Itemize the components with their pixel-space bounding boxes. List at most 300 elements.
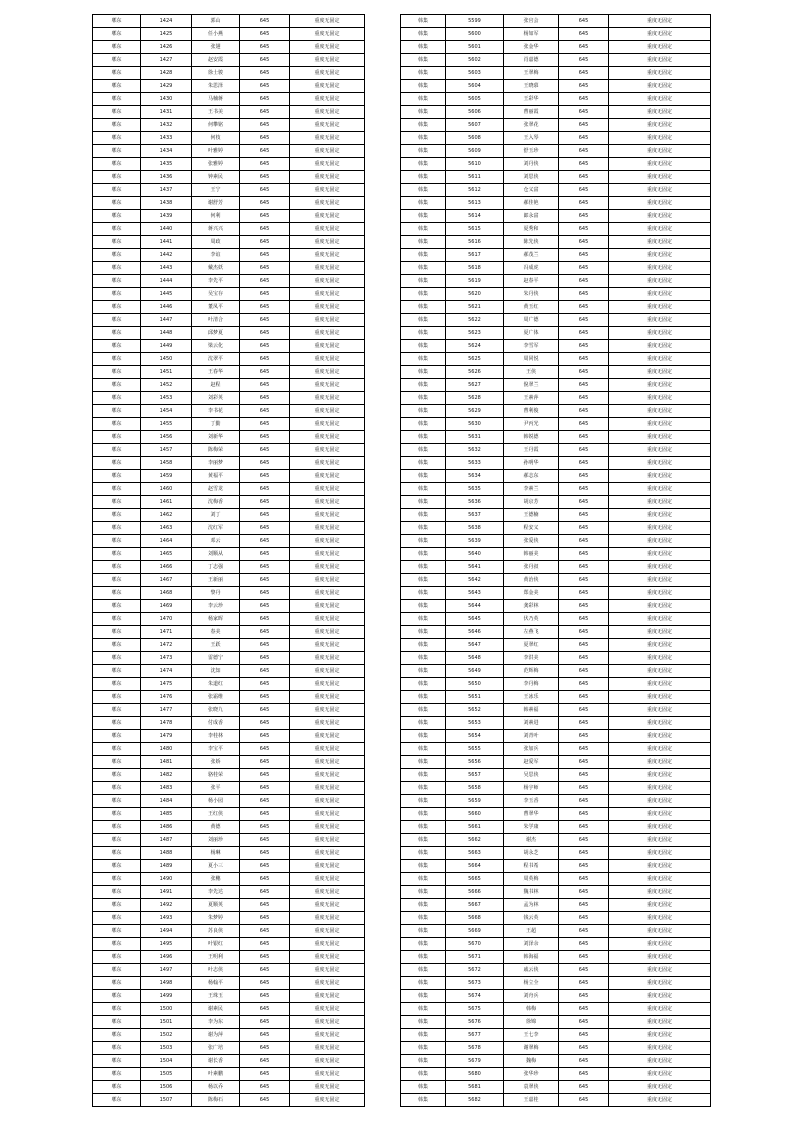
name-cell: 郝志东: [504, 470, 559, 483]
district-cell: 郫东: [93, 522, 141, 535]
status-cell: 重度无固定: [609, 600, 711, 613]
district-cell: 郫东: [93, 873, 141, 886]
id-cell: 5680: [446, 1068, 504, 1081]
table-row: [401, 587, 711, 600]
district-cell: 韩集: [401, 379, 446, 392]
table-row: [93, 587, 365, 600]
id-cell: 1428: [141, 67, 192, 80]
score-cell: 645: [240, 964, 290, 977]
score-cell: 645: [559, 314, 609, 327]
name-cell: 周同悦: [504, 353, 559, 366]
status-cell: 重度无固定: [290, 977, 365, 990]
status-cell: 重度无固定: [609, 54, 711, 67]
table-row: [401, 145, 711, 158]
district-cell: 韩集: [401, 574, 446, 587]
name-cell: 胡永芝: [504, 847, 559, 860]
name-cell: 韩梅: [504, 1003, 559, 1016]
table-row: [401, 132, 711, 145]
id-cell: 5661: [446, 821, 504, 834]
id-cell: 1458: [141, 457, 192, 470]
table-row: [401, 340, 711, 353]
district-cell: 韩集: [401, 639, 446, 652]
id-cell: 1456: [141, 431, 192, 444]
status-cell: 重度无固定: [290, 1029, 365, 1042]
district-cell: 韩集: [401, 236, 446, 249]
name-cell: 赵程: [192, 379, 240, 392]
score-cell: 645: [240, 106, 290, 119]
status-cell: 重度无固定: [290, 353, 365, 366]
name-cell: 韩海福: [504, 951, 559, 964]
table-row: [93, 730, 365, 743]
status-cell: 重度无固定: [290, 80, 365, 93]
status-cell: 重度无固定: [290, 756, 365, 769]
id-cell: 5666: [446, 886, 504, 899]
name-cell: 谢为萍: [192, 1029, 240, 1042]
score-cell: 645: [559, 431, 609, 444]
district-cell: 韩集: [401, 977, 446, 990]
district-cell: 郫东: [93, 821, 141, 834]
name-cell: 夏小三: [192, 860, 240, 873]
district-cell: 郫东: [93, 353, 141, 366]
id-cell: 5600: [446, 28, 504, 41]
district-cell: 郫东: [93, 899, 141, 912]
id-cell: 5630: [446, 418, 504, 431]
status-cell: 重度无固定: [290, 171, 365, 184]
score-cell: 645: [240, 990, 290, 1003]
score-cell: 645: [240, 171, 290, 184]
name-cell: 张华珍: [504, 1068, 559, 1081]
status-cell: 重度无固定: [609, 509, 711, 522]
status-cell: 重度无固定: [609, 496, 711, 509]
district-cell: 韩集: [401, 678, 446, 691]
name-cell: 刘丽珍: [192, 834, 240, 847]
score-cell: 645: [240, 275, 290, 288]
score-cell: 645: [240, 470, 290, 483]
id-cell: 5628: [446, 392, 504, 405]
id-cell: 5633: [446, 457, 504, 470]
status-cell: 重度无固定: [609, 886, 711, 899]
table-row: [93, 444, 365, 457]
score-cell: 645: [240, 28, 290, 41]
table-row: [401, 171, 711, 184]
district-cell: 郫东: [93, 860, 141, 873]
id-cell: 5644: [446, 600, 504, 613]
district-cell: 韩集: [401, 691, 446, 704]
table-row: [93, 106, 365, 119]
district-cell: 郫东: [93, 249, 141, 262]
name-cell: 张丹叔: [504, 561, 559, 574]
name-cell: 王春华: [192, 366, 240, 379]
district-cell: 郫东: [93, 262, 141, 275]
name-cell: 张加兵: [504, 743, 559, 756]
district-cell: 韩集: [401, 1029, 446, 1042]
status-cell: 重度无固定: [609, 119, 711, 132]
name-cell: 张霜维: [192, 691, 240, 704]
score-cell: 645: [240, 782, 290, 795]
table-row: [401, 522, 711, 535]
table-row: [93, 54, 365, 67]
id-cell: 5629: [446, 405, 504, 418]
score-cell: 645: [559, 886, 609, 899]
id-cell: 5640: [446, 548, 504, 561]
id-cell: 5635: [446, 483, 504, 496]
status-cell: 重度无固定: [609, 665, 711, 678]
name-cell: 程安义: [504, 522, 559, 535]
id-cell: 1438: [141, 197, 192, 210]
id-cell: 1472: [141, 639, 192, 652]
table-row: [93, 483, 365, 496]
status-cell: 重度无固定: [290, 600, 365, 613]
score-cell: 645: [559, 132, 609, 145]
score-cell: 645: [240, 379, 290, 392]
id-cell: 5652: [446, 704, 504, 717]
table-row: [93, 223, 365, 236]
name-cell: 蒋兴兴: [192, 223, 240, 236]
table-row: [93, 1029, 365, 1042]
score-cell: 645: [240, 1016, 290, 1029]
table-row: [93, 509, 365, 522]
table-row: [93, 15, 365, 28]
table-row: [401, 951, 711, 964]
score-cell: 645: [559, 574, 609, 587]
status-cell: 重度无固定: [290, 509, 365, 522]
district-cell: 韩集: [401, 1016, 446, 1029]
name-cell: 沈翠平: [192, 353, 240, 366]
table-row: [93, 327, 365, 340]
table-row: [401, 119, 711, 132]
id-cell: 1474: [141, 665, 192, 678]
name-cell: 何枝: [192, 132, 240, 145]
id-cell: 1454: [141, 405, 192, 418]
name-cell: 周广德: [504, 314, 559, 327]
id-cell: 5667: [446, 899, 504, 912]
id-cell: 1475: [141, 678, 192, 691]
table-row: [93, 964, 365, 977]
table-row: [401, 912, 711, 925]
district-cell: 郫东: [93, 132, 141, 145]
status-cell: 重度无固定: [290, 821, 365, 834]
table-row: [401, 249, 711, 262]
status-cell: 重度无固定: [609, 977, 711, 990]
table-row: [401, 665, 711, 678]
status-cell: 重度无固定: [609, 379, 711, 392]
name-cell: 朱学康: [504, 821, 559, 834]
status-cell: 重度无固定: [609, 1081, 711, 1094]
district-cell: 韩集: [401, 756, 446, 769]
status-cell: 重度无固定: [290, 1094, 365, 1107]
id-cell: 1487: [141, 834, 192, 847]
id-cell: 5646: [446, 626, 504, 639]
score-cell: 645: [240, 54, 290, 67]
score-cell: 645: [559, 535, 609, 548]
status-cell: 重度无固定: [609, 301, 711, 314]
score-cell: 645: [559, 860, 609, 873]
name-cell: 邓云: [192, 535, 240, 548]
name-cell: 王超: [504, 925, 559, 938]
table-row: [93, 535, 365, 548]
table-row: [93, 795, 365, 808]
status-cell: 重度无固定: [609, 938, 711, 951]
table-row: [93, 210, 365, 223]
id-cell: 5660: [446, 808, 504, 821]
id-cell: 1443: [141, 262, 192, 275]
district-cell: 韩集: [401, 197, 446, 210]
score-cell: 645: [240, 535, 290, 548]
district-cell: 郫东: [93, 626, 141, 639]
district-cell: 韩集: [401, 54, 446, 67]
score-cell: 645: [559, 756, 609, 769]
district-cell: 郫东: [93, 470, 141, 483]
id-cell: 5662: [446, 834, 504, 847]
table-row: [93, 28, 365, 41]
district-cell: 郫东: [93, 392, 141, 405]
id-cell: 5621: [446, 301, 504, 314]
table-row: [401, 795, 711, 808]
score-cell: 645: [559, 691, 609, 704]
id-cell: 1424: [141, 15, 192, 28]
status-cell: 重度无固定: [609, 418, 711, 431]
district-cell: 韩集: [401, 431, 446, 444]
status-cell: 重度无固定: [290, 691, 365, 704]
table-row: [93, 67, 365, 80]
table-row: [401, 184, 711, 197]
status-cell: 重度无固定: [609, 535, 711, 548]
table-row: [93, 821, 365, 834]
name-cell: 杨以乔: [192, 1081, 240, 1094]
id-cell: 1507: [141, 1094, 192, 1107]
id-cell: 1489: [141, 860, 192, 873]
score-cell: 645: [559, 1016, 609, 1029]
name-cell: 张雅婷: [192, 158, 240, 171]
score-cell: 645: [559, 665, 609, 678]
id-cell: 5663: [446, 847, 504, 860]
id-cell: 5624: [446, 340, 504, 353]
table-row: [401, 327, 711, 340]
id-cell: 1469: [141, 600, 192, 613]
table-row: [401, 899, 711, 912]
table-row: [401, 80, 711, 93]
name-cell: 杨琳: [192, 847, 240, 860]
district-cell: 韩集: [401, 912, 446, 925]
score-cell: 645: [240, 899, 290, 912]
id-cell: 5674: [446, 990, 504, 1003]
name-cell: 韩丽美: [504, 548, 559, 561]
status-cell: 重度无固定: [290, 145, 365, 158]
district-cell: 郫东: [93, 418, 141, 431]
name-cell: 黄德: [192, 821, 240, 834]
id-cell: 5617: [446, 249, 504, 262]
status-cell: 重度无固定: [290, 665, 365, 678]
name-cell: 孙明华: [504, 457, 559, 470]
table-row: [401, 964, 711, 977]
score-cell: 645: [240, 301, 290, 314]
id-cell: 1499: [141, 990, 192, 1003]
table-row: [401, 457, 711, 470]
id-cell: 5609: [446, 145, 504, 158]
status-cell: 重度无固定: [290, 418, 365, 431]
name-cell: 吴思侠: [504, 769, 559, 782]
district-cell: 韩集: [401, 457, 446, 470]
id-cell: 5601: [446, 41, 504, 54]
table-row: [401, 743, 711, 756]
id-cell: 1492: [141, 899, 192, 912]
table-row: [401, 28, 711, 41]
district-cell: 郫东: [93, 145, 141, 158]
score-cell: 645: [240, 730, 290, 743]
name-cell: 周英梅: [504, 873, 559, 886]
name-cell: 张平: [192, 782, 240, 795]
district-cell: 韩集: [401, 340, 446, 353]
score-cell: 645: [559, 249, 609, 262]
status-cell: 重度无固定: [290, 782, 365, 795]
district-cell: 韩集: [401, 535, 446, 548]
district-cell: 韩集: [401, 860, 446, 873]
table-row: [93, 782, 365, 795]
name-cell: 王德楠: [504, 509, 559, 522]
district-cell: 郫东: [93, 730, 141, 743]
status-cell: 重度无固定: [609, 1003, 711, 1016]
score-cell: 645: [559, 275, 609, 288]
name-cell: 张晓九: [192, 704, 240, 717]
table-row: [93, 704, 365, 717]
id-cell: 1491: [141, 886, 192, 899]
name-cell: 李洪美: [504, 652, 559, 665]
table-row: [93, 41, 365, 54]
status-cell: 重度无固定: [609, 28, 711, 41]
id-cell: 1481: [141, 756, 192, 769]
district-cell: 郫东: [93, 782, 141, 795]
id-cell: 1437: [141, 184, 192, 197]
name-cell: 肖嘉德: [504, 54, 559, 67]
status-cell: 重度无固定: [609, 522, 711, 535]
score-cell: 645: [240, 626, 290, 639]
status-cell: 重度无固定: [609, 249, 711, 262]
name-cell: 叶银红: [192, 938, 240, 951]
id-cell: 1506: [141, 1081, 192, 1094]
status-cell: 重度无固定: [609, 1055, 711, 1068]
status-cell: 重度无固定: [290, 678, 365, 691]
district-cell: 韩集: [401, 353, 446, 366]
id-cell: 5668: [446, 912, 504, 925]
district-cell: 郫东: [93, 210, 141, 223]
table-row: [401, 262, 711, 275]
status-cell: 重度无固定: [609, 691, 711, 704]
district-cell: 韩集: [401, 717, 446, 730]
name-cell: 朱道红: [192, 678, 240, 691]
table-row: [401, 67, 711, 80]
status-cell: 重度无固定: [609, 873, 711, 886]
name-cell: 沈红军: [192, 522, 240, 535]
table-row: [401, 106, 711, 119]
score-cell: 645: [240, 834, 290, 847]
id-cell: 5606: [446, 106, 504, 119]
district-cell: 郫东: [93, 938, 141, 951]
status-cell: 重度无固定: [609, 821, 711, 834]
status-cell: 重度无固定: [290, 860, 365, 873]
table-row: [401, 275, 711, 288]
district-cell: 郫东: [93, 327, 141, 340]
id-cell: 1470: [141, 613, 192, 626]
district-cell: 郫东: [93, 314, 141, 327]
table-row: [93, 262, 365, 275]
table-row: [93, 119, 365, 132]
table-row: [401, 236, 711, 249]
score-cell: 645: [240, 756, 290, 769]
name-cell: 王翠梅: [504, 67, 559, 80]
score-cell: 645: [559, 1068, 609, 1081]
name-cell: 杨小园: [192, 795, 240, 808]
district-cell: 郫东: [93, 548, 141, 561]
table-row: [93, 470, 365, 483]
name-cell: 黎丹: [192, 587, 240, 600]
name-cell: 郎永富: [504, 210, 559, 223]
id-cell: 1449: [141, 340, 192, 353]
status-cell: 重度无固定: [609, 730, 711, 743]
score-cell: 645: [240, 613, 290, 626]
status-cell: 重度无固定: [609, 795, 711, 808]
score-cell: 645: [240, 509, 290, 522]
id-cell: 1460: [141, 483, 192, 496]
id-cell: 5676: [446, 1016, 504, 1029]
id-cell: 5634: [446, 470, 504, 483]
score-cell: 645: [240, 925, 290, 938]
district-cell: 韩集: [401, 808, 446, 821]
id-cell: 5677: [446, 1029, 504, 1042]
score-cell: 645: [240, 67, 290, 80]
name-cell: 仓义富: [504, 184, 559, 197]
score-cell: 645: [240, 1055, 290, 1068]
table-row: [93, 1042, 365, 1055]
score-cell: 645: [240, 327, 290, 340]
table-row: [401, 496, 711, 509]
score-cell: 645: [559, 834, 609, 847]
table-row: [93, 288, 365, 301]
district-cell: 郫东: [93, 509, 141, 522]
status-cell: 重度无固定: [290, 873, 365, 886]
status-cell: 重度无固定: [609, 847, 711, 860]
id-cell: 5670: [446, 938, 504, 951]
name-cell: 舒玉珍: [504, 145, 559, 158]
score-cell: 645: [559, 938, 609, 951]
name-cell: 何攀铭: [192, 119, 240, 132]
table-row: [93, 639, 365, 652]
status-cell: 重度无固定: [609, 366, 711, 379]
table-row: [401, 886, 711, 899]
district-cell: 韩集: [401, 964, 446, 977]
name-cell: 赵爱军: [504, 756, 559, 769]
status-cell: 重度无固定: [609, 15, 711, 28]
id-cell: 1483: [141, 782, 192, 795]
district-cell: 郫东: [93, 80, 141, 93]
score-cell: 645: [240, 808, 290, 821]
status-cell: 重度无固定: [609, 470, 711, 483]
name-cell: 郝佳艳: [504, 197, 559, 210]
name-cell: 李谊: [192, 249, 240, 262]
district-cell: 韩集: [401, 834, 446, 847]
table-row: [93, 431, 365, 444]
score-cell: 645: [559, 1003, 609, 1016]
district-cell: 韩集: [401, 1003, 446, 1016]
name-cell: 曹翠华: [504, 808, 559, 821]
status-cell: 重度无固定: [290, 912, 365, 925]
id-cell: 1444: [141, 275, 192, 288]
district-cell: 郫东: [93, 197, 141, 210]
status-cell: 重度无固定: [609, 548, 711, 561]
district-cell: 郫东: [93, 1081, 141, 1094]
id-cell: 1500: [141, 1003, 192, 1016]
score-cell: 645: [559, 444, 609, 457]
id-cell: 5658: [446, 782, 504, 795]
